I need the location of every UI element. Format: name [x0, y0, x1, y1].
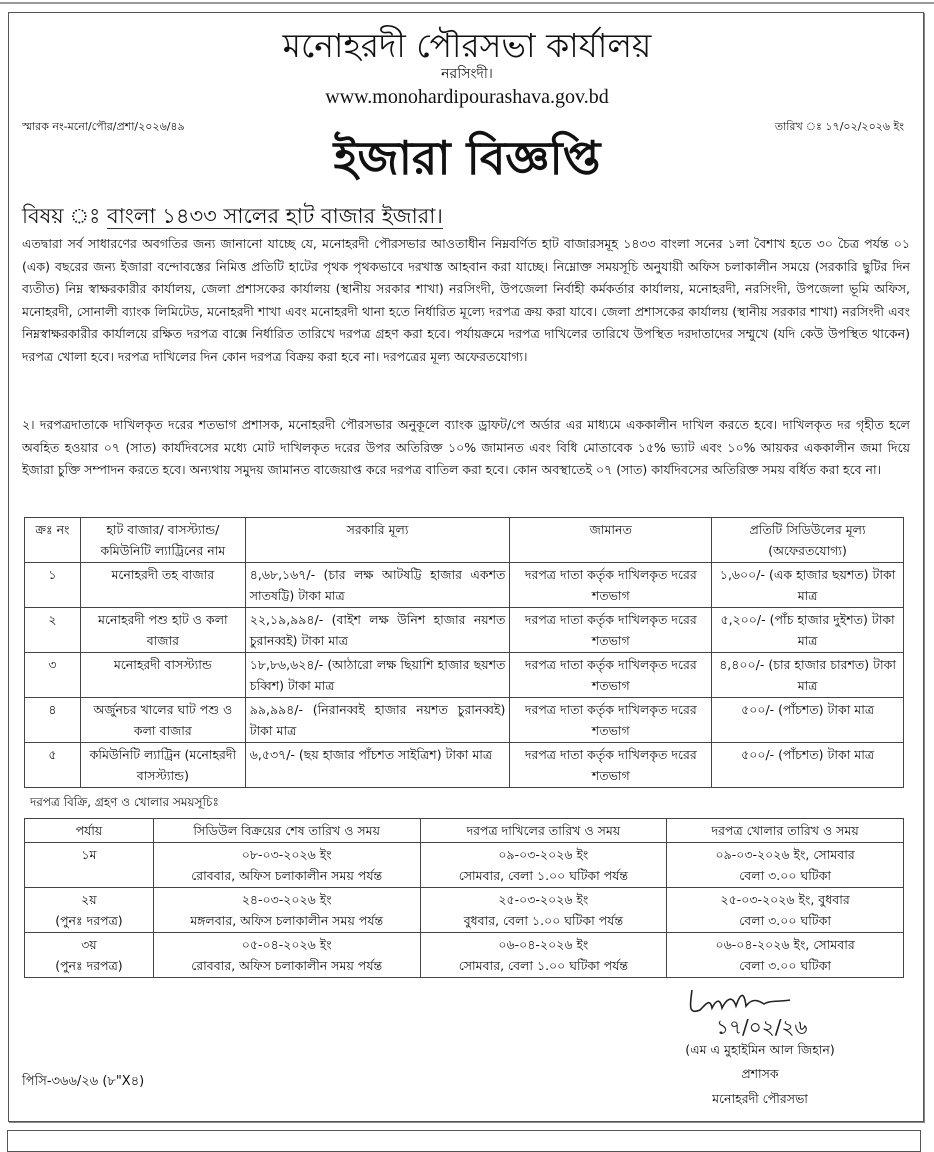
- column-header: সরকারি মূল্য: [245, 518, 510, 563]
- market-name-cell: মনোহরদী তহ বাজার: [80, 563, 245, 608]
- cell-line: ০৬-০৪-২০২৬ ইং, সোমবার: [715, 937, 855, 952]
- government-price-cell: ৯৯,৯৯৪/- (নিরানব্বই হাজার নয়শত চুরানব্বই) টাকা মাত্র: [245, 698, 510, 743]
- security-deposit-cell: দরপত্র দাতা কর্তৃক দাখিলকৃত দরের শতভাগ: [510, 698, 712, 743]
- office-title: মনোহরদী পৌরসভা কার্যালয়: [282, 26, 652, 65]
- cell-line: সোমবার, বেলা ১.০০ ঘটিকা পর্যন্ত: [458, 958, 629, 973]
- table-header-row: [25, 819, 904, 843]
- column-header: সিডিউল বিক্রয়ের শেষ তারিখ ও সময়: [153, 819, 420, 843]
- schedule-sale-deadline-cell: [153, 933, 420, 978]
- security-deposit-cell: দরপত্র দাতা কর্তৃক দাখিলকৃত দরের শতভাগ: [510, 653, 712, 698]
- website: www.monohardipourashava.gov.bd: [325, 86, 609, 108]
- cell-line: (পুনঃ দরপত্র): [55, 958, 123, 973]
- subject: [22, 200, 443, 235]
- government-price-cell: ২২,১৯,৯৯৪/- (বাইশ লক্ষ উনিশ হাজার নয়শত চুরানব্বই) টাকা মাত্র: [245, 608, 510, 653]
- notice-date: তারিখ ঃ ১৭/০২/২০২৬ ইং: [774, 120, 904, 133]
- market-name-cell: মনোহরদী বাসস্ট্যান্ড: [80, 653, 245, 698]
- cell-line: ৩য়: [81, 937, 97, 952]
- schedule-table: [24, 818, 904, 978]
- table-row: [25, 743, 904, 788]
- cell-line: ০৯-০৩-২০২৬ ইং: [498, 847, 589, 862]
- signature-date: ১৭/০২/২৬: [716, 1015, 808, 1039]
- phase-cell: [25, 843, 154, 888]
- cell-line: রোববার, অফিস চলাকালীন সময় পর্যন্ত: [191, 868, 383, 883]
- table-row: [25, 653, 904, 698]
- market-name-cell: কমিউনিটি ল্যাট্রিন (মনোহরদী বাসস্ট্যান্ড): [80, 743, 245, 788]
- column-header: জামানত: [510, 518, 712, 563]
- schedule-price-cell: ৪,৪০০/- (চার হাজার চারশত) টাকা মাত্র: [712, 653, 904, 698]
- security-deposit-cell: দরপত্র দাতা কর্তৃক দাখিলকৃত দরের শতভাগ: [510, 563, 712, 608]
- market-name-cell: মনোহরদী পশু হাট ও কলা বাজার: [80, 608, 245, 653]
- cell-line: [29, 865, 149, 886]
- signatory-designation: প্রশাসক: [741, 1066, 779, 1081]
- government-price-cell: ১৮,৮৬,৬২৪/- (আঠারো লক্ষ ছিয়াশি হাজার ছয়শত চব্বিশ) টাকা মাত্র: [245, 653, 510, 698]
- handwritten-signature: [680, 980, 840, 1040]
- cell-line: (পুনঃ দরপত্র): [55, 913, 123, 928]
- markets-table: [24, 517, 904, 788]
- government-price-cell: ৬,৫৩৭/- (ছয় হাজার পাঁচশত সাইত্রিশ) টাকা মাত্র: [245, 743, 510, 788]
- cell-line: ২৫-০৩-২০২৬ ইং: [498, 892, 589, 907]
- signatory-office: মনোহরদী পৌরসভা: [712, 1091, 808, 1106]
- tender-opening-cell: [667, 843, 904, 888]
- cell-line: ০৬-০৪-২০২৬ ইং: [498, 937, 589, 952]
- column-header: প্রতিটি সিডিউলের মূল্য (অফেরতযোগ্য): [712, 518, 904, 563]
- cell-line: বেলা ৩.০০ ঘটিকা: [739, 868, 831, 883]
- cell-line: বেলা ৩.০০ ঘটিকা: [739, 913, 831, 928]
- security-deposit-cell: দরপত্র দাতা কর্তৃক দাখিলকৃত দরের শতভাগ: [510, 608, 712, 653]
- column-header: দরপত্র খোলার তারিখ ও সময়: [667, 819, 904, 843]
- table-row: [25, 698, 904, 743]
- table-row: [25, 933, 904, 978]
- top-rule: [0, 2, 934, 4]
- schedule-price-cell: ৫,২০০/- (পাঁচ হাজার দুইশত) টাকা মাত্র: [712, 608, 904, 653]
- subject-text: বাংলা ১৪৩৩ সালের হাট বাজার ইজারা।: [107, 204, 443, 228]
- cell-line: সোমবার, বেলা ১.০০ ঘটিকা পর্যন্ত: [458, 868, 629, 883]
- security-deposit-cell: দরপত্র দাতা কর্তৃক দাখিলকৃত দরের শতভাগ: [510, 743, 712, 788]
- column-header: হাট বাজার/ বাসস্ট্যান্ড/ কমিউনিটি ল্যাট্রিনের নাম: [80, 518, 245, 563]
- column-header: ক্রঃ নং: [25, 518, 81, 563]
- district: নরসিংদী।: [441, 66, 493, 82]
- column-header: পর্যায়: [25, 819, 154, 843]
- tender-submission-cell: [420, 843, 667, 888]
- cell-line: ০৫-০৪-২০২৬ ইং: [241, 937, 332, 952]
- column-header: দরপত্র দাখিলের তারিখ ও সময়: [420, 819, 667, 843]
- tender-submission-cell: [420, 933, 667, 978]
- table-row: [25, 563, 904, 608]
- table-row: [25, 843, 904, 888]
- serial-cell: ৩: [25, 653, 81, 698]
- schedule-price-cell: ৫০০/- (পাঁচশত) টাকা মাত্র: [712, 743, 904, 788]
- subject-label: বিষয় ঃ: [22, 204, 101, 228]
- table-row: [25, 888, 904, 933]
- body-paragraph-2: ২। দরপত্রদাতাকে দাখিলকৃত দরের শতভাগ প্রশাসক, মনোহরদী পৌরসভার অনুকূলে ব্যাংক ড্রাফট/পে অর্ডার এর মাধ্যমে এককালীন দাখিল করতে হবে। দাখিলকৃত দর গৃহীত হলে অবহিত হওয়ার ০৭ (সাত) কার্যদিবসের মধ্যে মোট দাখিলকৃত দরের উপর অতিরিক্ত ১০% জামানত এবং বিধি মোতাবেক ১৫% ভ্যাট এবং ১০% আয়কর এককালীন জমা দিয়ে ইজারা চুক্তি সম্পাদন করতে হবে। অন্যথায় সমুদয় জামানত বাজেয়াপ্ত করে দরপত্র বাতিল করা হবে। কোন অবস্থাতেই ০৭ (সাত) কার্যদিবসের অতিরিক্ত সময় বর্ধিত করা হবে না।: [22, 417, 910, 478]
- cell-line: রোববার, অফিস চলাকালীন সময় পর্যন্ত: [191, 958, 383, 973]
- cell-line: বুধবার, বেলা ১.০০ ঘটিকা পর্যন্ত: [463, 913, 624, 928]
- tender-submission-cell: [420, 888, 667, 933]
- signatory-name: (এম এ মুহাইমিন আল জিহান): [685, 1042, 835, 1057]
- market-name-cell: অর্জুনচর খালের ঘাট পশু ও কলা বাজার: [80, 698, 245, 743]
- table-row: [25, 608, 904, 653]
- cell-line: বেলা ৩.০০ ঘটিকা: [739, 958, 831, 973]
- serial-cell: ২: [25, 608, 81, 653]
- schedule-price-cell: ১,৬০০/- (এক হাজার ছয়শত) টাকা মাত্র: [712, 563, 904, 608]
- next-notice-border: [7, 1130, 921, 1152]
- serial-cell: ৪: [25, 698, 81, 743]
- cell-line: ০৯-০৩-২০২৬ ইং, সোমবার: [715, 847, 855, 862]
- phase-cell: [25, 888, 154, 933]
- schedule-sale-deadline-cell: [153, 843, 420, 888]
- schedule-sale-deadline-cell: [153, 888, 420, 933]
- government-price-cell: ৪,৬৮,১৬৭/- (চার লক্ষ আটষট্টি হাজার একশত সাতষট্টি) টাকা মাত্র: [245, 563, 510, 608]
- cell-line: ২য়: [81, 892, 97, 907]
- tender-opening-cell: [667, 888, 904, 933]
- serial-cell: ১: [25, 563, 81, 608]
- cell-line: ১ম: [81, 847, 97, 862]
- cell-line: মঙ্গলবার, অফিস চলাকালীন সময় পর্যন্ত: [190, 913, 384, 928]
- notice-heading: ইজারা বিজ্ঞপ্তি: [333, 131, 601, 185]
- table-header-row: [25, 518, 904, 563]
- tender-opening-cell: [667, 933, 904, 978]
- memo-number: স্মারক নং-মনো/পৌর/প্রশা/২০২৬/৪৯: [22, 120, 185, 133]
- serial-cell: ৫: [25, 743, 81, 788]
- body-paragraph-1: এতদ্বারা সর্ব সাধারণের অবগতির জন্য জানানো যাচ্ছে যে, মনোহরদী পৌরসভার আওতাধীন নিম্নবর্ণিত হাট বাজারসমূহ ১৪৩৩ বাংলা সনের ১লা বৈশাখ হতে ৩০ চৈত্র পর্যন্ত ০১ (এক) বছরের জন্য ইজারা বন্দোবস্তের নিমিত্ত প্রতিটি হাটের পৃথক পৃথকভাবে দরখাস্ত আহবান করা যাচ্ছে। নিম্নোক্ত সময়সূচি অনুযায়ী অফিস চলাকালীন সময়ে (সরকারি ছুটির দিন ব্যতীত) নিম্ন স্বাক্ষরকারীর কার্যালয়, জেলা প্রশাসকের কার্যালয় (স্থানীয় সরকার শাখা) নরসিংদী, উপজেলা নির্বাহী কর্মকর্তার কার্যালয়, মনোহরদী, নরসিংদী, উপজেলা ভূমি অফিস, মনোহরদী, সোনালী ব্যাংক লিমিটেড, মনোহরদী শাখা এবং মনোহরদী থানা হতে নির্ধারিত মূল্যে দরপত্র ক্রয় করা যাবে। জেলা প্রশাসকের কার্যালয় (স্থানীয় সরকার শাখা) নরসিংদী এবং নিম্নস্বাক্ষরকারীর কার্যালয়ে রক্ষিত দরপত্র বাক্সে নির্ধারিত তারিখে দরপত্র গ্রহণ করা হবে। পর্যায়ক্রমে দরপত্র দাখিলের তারিখে উপস্থিত দরদাতাদের সম্মুখে (যদি কেউ উপস্থিত থাকেন) দরপত্র খোলা হবে। দরপত্র দাখিলের দিন কোন দরপত্র বিক্রয় করা হবে না। দরপত্রের মূল্য অফেরতযোগ্য।: [22, 236, 910, 364]
- schedule-price-cell: ৫০০/- (পাঁচশত) টাকা মাত্র: [712, 698, 904, 743]
- phase-cell: [25, 933, 154, 978]
- cell-line: ২৫-০৩-২০২৬ ইং, বুধবার: [720, 892, 850, 907]
- cell-line: ২৪-০৩-২০২৬ ইং: [241, 892, 332, 907]
- pc-number: পিসি-৩৬৬/২৬ (৮"X৪): [22, 1074, 145, 1089]
- cell-line: ০৮-০৩-২০২৬ ইং: [241, 847, 332, 862]
- schedule-caption: দরপত্র বিক্রি, গ্রহণ ও খোলার সময়সূচিঃ: [30, 795, 219, 809]
